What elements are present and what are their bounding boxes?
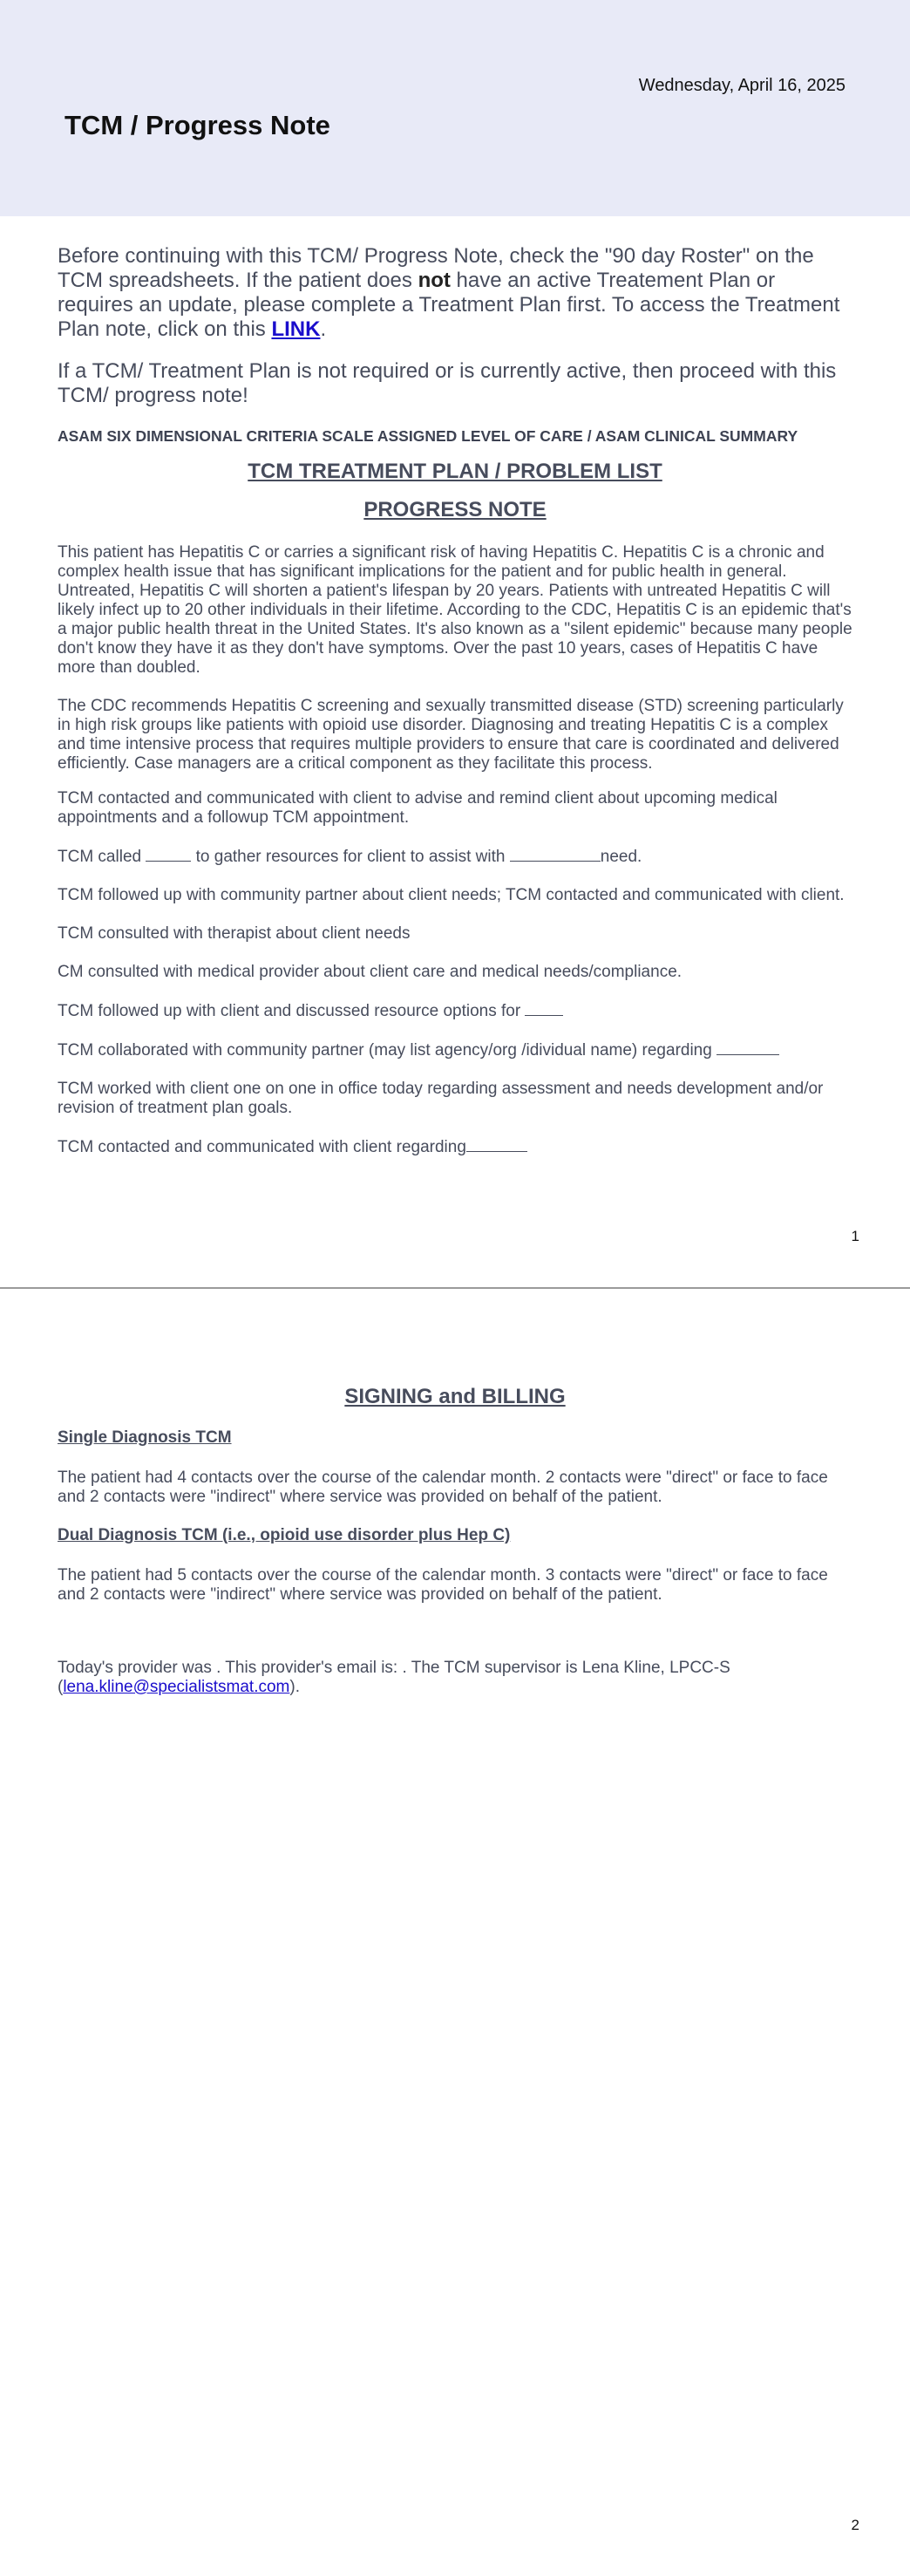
- blank-field: [466, 1137, 527, 1152]
- page-title: TCM / Progress Note: [65, 110, 330, 140]
- single-diagnosis-heading: Single Diagnosis TCM: [58, 1428, 232, 1447]
- blank-field: [146, 847, 191, 862]
- called-text-3: need.: [600, 848, 642, 866]
- hepc-paragraph-2: The CDC recommends Hepatitis C screening and sexually transmitted disease (STD) screening particularly in high risk groups like patients with opioid use disorder. Diagnosing and treating Hepatitis C is a complex and time intensive process that requires multiple providers to ensure that care is coordinated and delivered efficiently. Case managers are a critical component as they facilitate this process.: [58, 697, 844, 773]
- intro-proceed: If a TCM/ Treatment Plan is not required or is currently active, then proceed with this TCM/ progress note!: [58, 359, 837, 407]
- called-resources-paragraph: [58, 847, 852, 867]
- followed-client-text: TCM followed up with client and discussed resource options for: [58, 1002, 526, 1020]
- intro-instructions: [58, 244, 852, 342]
- treatment-plan-link[interactable]: LINK: [271, 317, 321, 341]
- intro-text-1: Before continuing with this TCM/ Progress Note, check the "90 day Roster" on the TCM spreadsheets. If the patient does: [58, 244, 814, 292]
- blank-field: [525, 1001, 563, 1016]
- collaborated-text: TCM collaborated with community partner (may list agency/org /idividual name) regarding: [58, 1041, 717, 1060]
- cm-consulted-paragraph: CM consulted with medical provider about client care and medical needs/compliance.: [58, 963, 682, 981]
- single-diagnosis-text: The patient had 4 contacts over the course of the calendar month. 2 contacts were "direct" or face to face and 2 contacts were "indirect" where service was provided on behalf of the patient.: [58, 1469, 828, 1506]
- intro-bold-not: not: [418, 269, 451, 292]
- supervisor-email-link[interactable]: lena.kline@specialistsmat.com: [63, 1678, 290, 1696]
- contacted-regarding-paragraph: [58, 1137, 852, 1157]
- page-2: [0, 1289, 910, 2576]
- blank-field: [510, 847, 601, 862]
- followed-client-paragraph: [58, 1001, 852, 1021]
- note-date: Wednesday, April 16, 2025: [638, 76, 845, 95]
- contacted-regarding-text: TCM contacted and communicated with client regarding: [58, 1138, 466, 1156]
- provider-statement: [58, 1659, 852, 1697]
- page-1-content: [58, 244, 852, 1176]
- blank-field: [716, 1040, 779, 1055]
- treatment-plan-heading: TCM TREATMENT PLAN / PROBLEM LIST: [248, 460, 662, 483]
- progress-note-heading: PROGRESS NOTE: [363, 498, 547, 521]
- dual-diagnosis-text: The patient had 5 contacts over the course of the calendar month. 3 contacts were "direct" or face to face and 2 contacts were "indirect" where service was provided on behalf of the patient.: [58, 1566, 828, 1604]
- dual-diagnosis-heading: Dual Diagnosis TCM (i.e., opioid use disorder plus Hep C): [58, 1526, 511, 1544]
- contacted-medical-paragraph: TCM contacted and communicated with client to advise and remind client about upcoming medical appointments and a followup TCM appointment.: [58, 789, 778, 827]
- provider-text: Today's provider was . This provider's email is: . The TCM supervisor is Lena Kline, LPCC-S (: [58, 1659, 730, 1696]
- page-1: [0, 0, 910, 1287]
- followed-partner-paragraph: TCM followed up with community partner about client needs; TCM contacted and communicated with client.: [58, 886, 845, 904]
- intro-text-end: .: [320, 317, 327, 341]
- intro-text-2: have an active Treatement Plan or requires an update, please complete a Treatment Plan first. To access the Treatment Plan note, click on this: [58, 269, 840, 341]
- page-number: 1: [851, 1228, 859, 1244]
- worked-client-paragraph: TCM worked with client one on one in office today regarding assessment and needs development and/or revision of treatment plan goals.: [58, 1080, 824, 1117]
- page-number: 2: [851, 2517, 859, 2533]
- asam-heading: ASAM SIX DIMENSIONAL CRITERIA SCALE ASSIGNED LEVEL OF CARE / ASAM CLINICAL SUMMARY: [58, 427, 798, 445]
- called-text-1: TCM called: [58, 848, 146, 866]
- header-band: [0, 0, 910, 216]
- called-text-2: to gather resources for client to assist with: [191, 848, 510, 866]
- consulted-therapist-paragraph: TCM consulted with therapist about client needs: [58, 924, 411, 943]
- billing-heading: SIGNING and BILLING: [344, 1385, 566, 1408]
- page-2-content: [58, 1385, 852, 1716]
- provider-text-end: ).: [289, 1678, 300, 1696]
- collaborated-paragraph: [58, 1040, 852, 1060]
- hepc-paragraph-1: This patient has Hepatitis C or carries a significant risk of having Hepatitis C. Hepatitis C is a chronic and complex health issue that has significant implications for the patient and for public health in general. Untreated, Hepatitis C will shorten a patient's lifespan by 20 years. Patients with untreated Hepatitis C will likely infect up to 20 other individuals in their lifetime. According to the CDC, Hepatitis C is an epidemic that's a major public health threat in the United States. It's also known as a "silent epidemic" because many people don't know they have it as they don't have symptoms. Over the past 10 years, cases of Hepatitis C have more than doubled.: [58, 543, 852, 677]
